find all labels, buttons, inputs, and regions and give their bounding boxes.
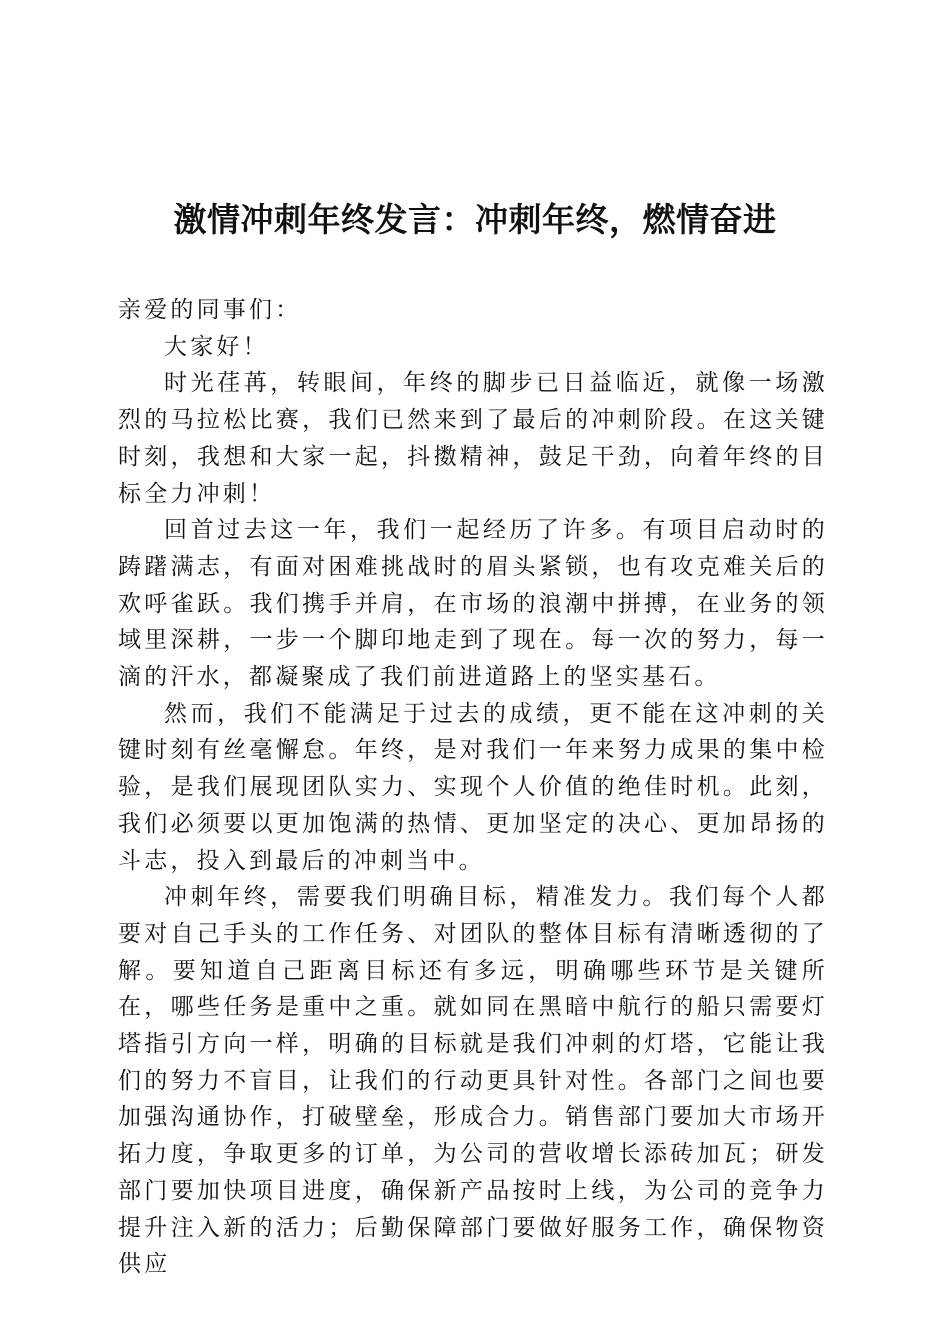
paragraph-3: 然而，我们不能满足于过去的成绩，更不能在这冲刺的关键时刻有丝毫懈怠。年终，是对我们一年来努力成果的集中检验，是我们展现团队实力、实现个人价值的绝佳时机。此刻，我们必须要以更加饱满的热情、更加坚定的决心、更加昂扬的斗志，投入到最后的冲刺当中。	[118, 700, 828, 874]
greeting: 大家好！	[164, 333, 269, 360]
paragraph-1: 时光荏苒，转眼间，年终的脚步已日益临近，就像一场激烈的马拉松比赛，我们已然来到了最后的冲刺阶段。在这关键时刻，我想和大家一起，抖擞精神，鼓足干劲，向着年终的目标全力冲刺！	[118, 370, 828, 507]
document-title: 激情冲刺年终发言：冲刺年终，燃情奋进	[173, 200, 777, 239]
salutation: 亲爱的同事们：	[118, 297, 302, 323]
paragraph-4: 冲刺年终，需要我们明确目标，精准发力。我们每个人都要对自己手头的工作任务、对团队的整体目标有清晰透彻的了解。要知道自己距离目标还有多远，明确哪些环节是关键所在，哪些任务是重中之重。就如同在黑暗中航行的船只需要灯塔指引方向一样，明确的目标就是我们冲刺的灯塔，它能让我们的努力不盲目，让我们的行动更具针对性。各部门之间也要加强沟通协作，打破壁垒，形成合力。销售部门要加大市场开拓力度，争取更多的订单，为公司的营收增长添砖加瓦；研发部门要加快项目进度，确保新产品按时上线，为公司的竞争力提升注入新的活力；后勤保障部门要做好服务工作，确保物资供应	[118, 884, 828, 1278]
document-body	[118, 292, 828, 1283]
paragraph-2: 回首过去这一年，我们一起经历了许多。有项目启动时的踌躇满志，有面对困难挑战时的眉头紧锁，也有攻克难关后的欢呼雀跃。我们携手并肩，在市场的浪潮中拼搏，在业务的领域里深耕，一步一个脚印地走到了现在。每一次的努力，每一滴的汗水，都凝聚成了我们前进道路上的坚实基石。	[118, 517, 828, 691]
